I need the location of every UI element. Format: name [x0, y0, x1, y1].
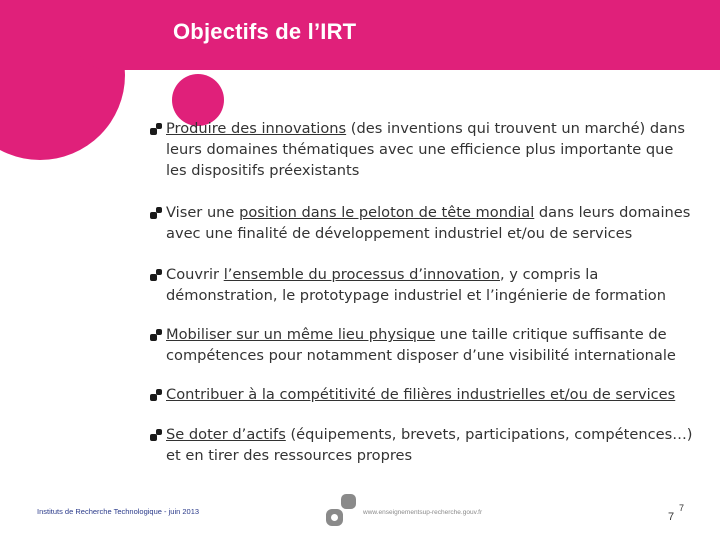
- bullet-icon: [150, 269, 164, 281]
- bullet-text: Couvrir l’ensemble du processus d’innovation, y compris la démonstration, le prototypage industriel et l’ingénierie de formation: [166, 266, 666, 304]
- footer-url: www.enseignementsup-recherche.gouv.fr: [363, 509, 483, 516]
- ministry-logo-icon: [326, 494, 358, 528]
- title-banner: [70, 0, 720, 70]
- bullet-item: [150, 424, 698, 466]
- page-number: 7: [668, 511, 675, 523]
- bullet-icon: [150, 329, 164, 341]
- bullet-icon: [150, 207, 164, 219]
- bullet-text: Produire des innovations (des inventions qui trouvent un marché) dans leurs domaines thématiques avec une efficience plus importante que les dispositifs préexistants: [166, 120, 685, 179]
- page-number-superscript: 7: [679, 503, 685, 513]
- bullet-icon: [150, 429, 164, 441]
- footer-caption: Instituts de Recherche Technologique - juin 2013: [37, 507, 200, 516]
- bullet-item: [150, 202, 698, 244]
- bullet-text: Viser une position dans le peloton de tête mondial dans leurs domaines avec une finalité de développement industriel et/ou de services: [166, 204, 691, 242]
- bullet-item: [150, 118, 698, 181]
- bullet-item: [150, 264, 698, 306]
- bullet-text: Mobiliser sur un même lieu physique une taille critique suffisante de compétences pour notamment disposer d’une visibilité internationale: [166, 326, 676, 364]
- bullet-icon: [150, 123, 164, 135]
- bullet-icon: [150, 389, 164, 401]
- slide-title: Objectifs de l’IRT: [173, 19, 357, 44]
- bullet-text: Se doter d’actifs (équipements, brevets, participations, compétences…) et en tirer des ressources propres: [166, 426, 693, 464]
- bullet-item: [150, 324, 698, 366]
- bullet-item: [150, 384, 698, 405]
- bullet-text: Contribuer à la compétitivité de filières industrielles et/ou de services: [166, 386, 676, 403]
